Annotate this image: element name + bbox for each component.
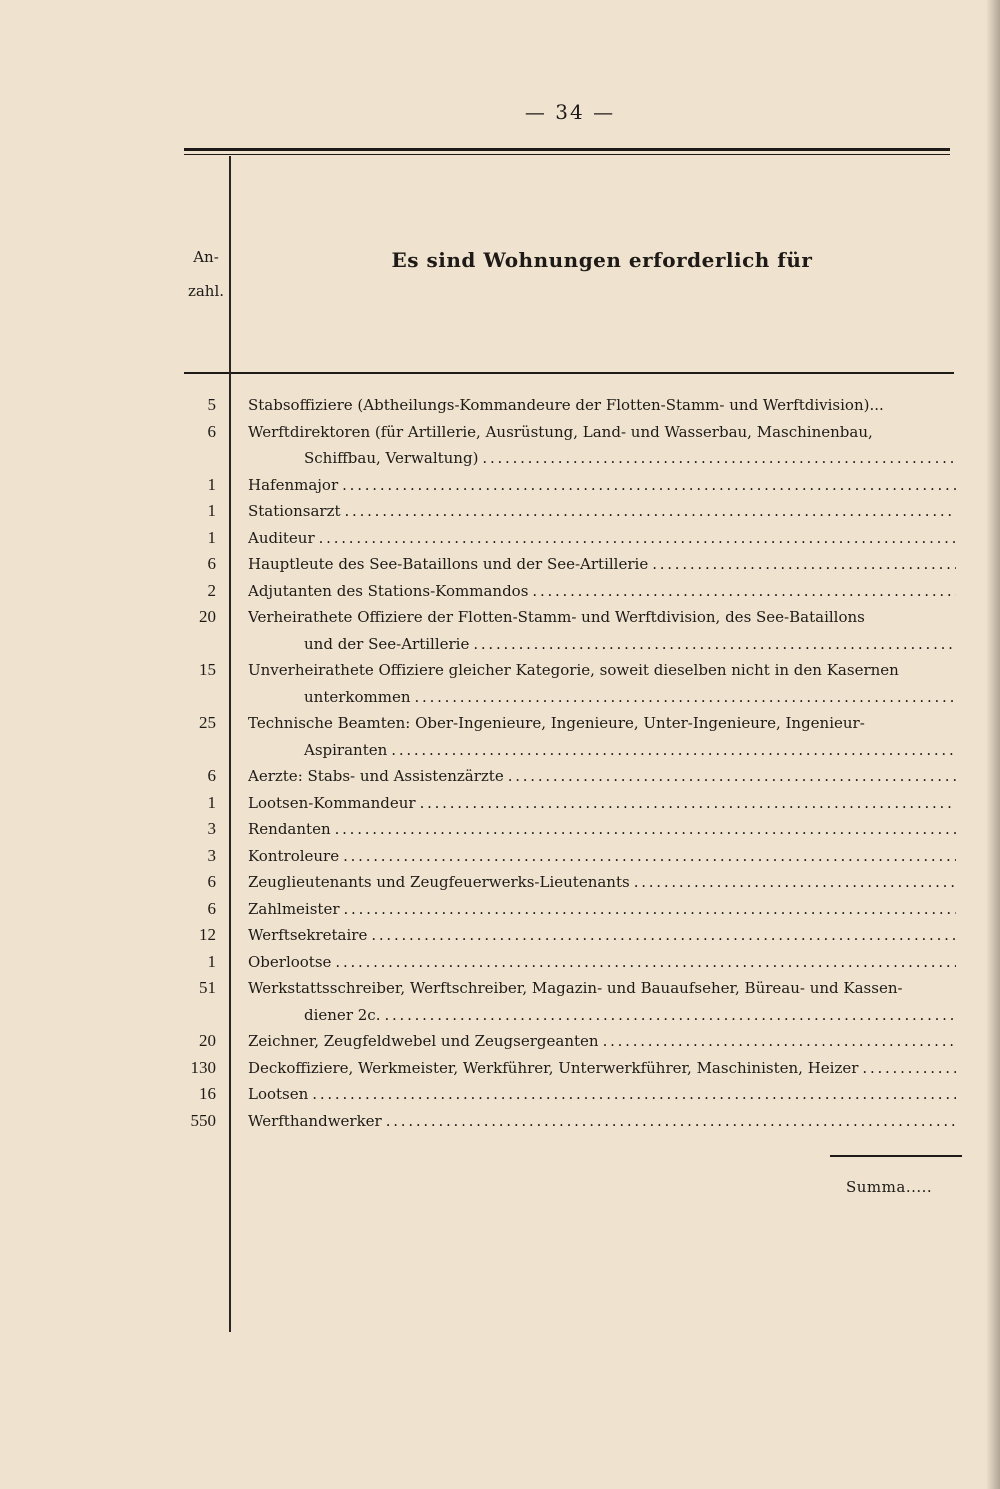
row-text-line [248, 1028, 956, 1055]
row-text-line [248, 1055, 956, 1082]
row-count: 6 [207, 421, 216, 441]
row-text: Technische Beamten: Ober-Ingenieure, Ingenieure, Unter-Ingenieure, Ingenieur- [248, 714, 865, 732]
row-text: Hafenmajor [248, 475, 339, 494]
header-rule [184, 372, 954, 374]
table-row [0, 1028, 1000, 1055]
row-count: 16 [199, 1084, 216, 1103]
row-text: Lootsen-Kommandeur [248, 793, 416, 812]
row-text-line [248, 763, 956, 790]
row-text-line [248, 737, 956, 764]
leader-dots [469, 631, 956, 658]
leader-dots [648, 551, 956, 578]
row-description [248, 816, 956, 843]
row-description [248, 1028, 956, 1055]
leader-dots [630, 869, 956, 896]
row-text-line [248, 551, 956, 578]
table-row [0, 472, 1000, 499]
row-text-line [248, 445, 956, 472]
row-text-line [248, 1108, 956, 1135]
row-description [248, 472, 956, 499]
table-row [0, 843, 1000, 870]
row-text-line [248, 525, 956, 552]
leader-dots [367, 922, 956, 949]
count-column-header [184, 240, 228, 308]
row-text-line [248, 1081, 956, 1108]
table-row [0, 869, 1000, 896]
row-description [248, 525, 956, 552]
table-row [0, 922, 1000, 949]
table-row [0, 392, 1000, 419]
table-row [0, 1108, 1000, 1135]
table-row [0, 525, 1000, 552]
top-rule-thin [184, 154, 950, 155]
row-description [248, 578, 956, 605]
row-text: Werftsekretaire [248, 926, 368, 944]
row-text-line [248, 896, 956, 923]
row-count: 130 [190, 1057, 216, 1077]
row-description [248, 896, 956, 923]
row-count: 1 [207, 951, 216, 971]
row-count: 2 [207, 580, 216, 600]
table-heading: Es sind Wohnungen erforderlich für [391, 248, 813, 272]
row-text: Zeuglieutenants und Zeugfeuerwerks-Lieutenants [248, 873, 630, 891]
row-text: Verheirathete Offiziere der Flotten-Stamm- und Werftdivision, des See-Bataillons [248, 608, 865, 626]
row-count: 1 [207, 501, 216, 520]
table-row [0, 578, 1000, 605]
row-count: 1 [207, 527, 216, 547]
row-text: Auditeur [248, 528, 315, 547]
count-header-line1: An- [193, 248, 219, 266]
count-header-line2: zahl. [187, 282, 225, 300]
row-text-line [248, 975, 956, 1002]
row-description [248, 710, 956, 763]
row-description [248, 392, 956, 419]
row-text: Aerzte: Stabs- und Assistenzärzte [248, 767, 504, 785]
row-description [248, 1108, 956, 1135]
leader-dots [339, 843, 956, 870]
table-row [0, 551, 1000, 578]
summa-label: Summa..... [846, 1178, 933, 1196]
row-description [248, 763, 956, 790]
table-row [0, 975, 1000, 1028]
row-count: 6 [207, 766, 216, 785]
row-count: 3 [207, 845, 216, 865]
row-description [248, 604, 956, 657]
leader-dots [382, 1108, 956, 1135]
row-text-line [248, 922, 956, 949]
row-text-line [248, 631, 956, 658]
page-number: — 34 — [524, 100, 616, 124]
row-description [248, 790, 956, 817]
leader-dots [331, 949, 956, 976]
row-description [248, 949, 956, 976]
row-count: 1 [207, 474, 216, 494]
row-description [248, 869, 956, 896]
row-count: 550 [190, 1110, 216, 1130]
row-count: 20 [199, 607, 216, 626]
row-text: Stationsarzt [248, 502, 341, 520]
row-description [248, 551, 956, 578]
row-text-line [248, 472, 956, 499]
leader-dots [478, 445, 956, 472]
table-row [0, 604, 1000, 657]
row-text-line [248, 816, 956, 843]
leader-dots [411, 684, 956, 711]
leader-dots [380, 1002, 956, 1029]
row-text: diener 2c. [304, 1005, 381, 1024]
row-text: Aspiranten [304, 740, 388, 759]
table-row [0, 816, 1000, 843]
row-count: 12 [199, 925, 216, 944]
row-count: 5 [207, 395, 216, 414]
row-description [248, 1055, 956, 1082]
row-description [248, 922, 956, 949]
table-row [0, 419, 1000, 472]
row-text-line [248, 657, 956, 684]
row-text: Zahlmeister [248, 899, 340, 918]
leader-dots [308, 1081, 956, 1108]
leader-dots [387, 737, 956, 764]
row-text: Werftdirektoren (für Artillerie, Ausrüstung, Land- und Wasserbau, Maschinenbau, [248, 422, 873, 441]
table-row [0, 657, 1000, 710]
row-text-line [248, 392, 956, 419]
row-count: 51 [199, 978, 216, 997]
row-text: Unverheirathete Offiziere gleicher Kategorie, soweit dieselben nicht in den Kasernen [248, 661, 899, 679]
leader-dots [341, 498, 956, 525]
row-text: Hauptleute des See-Bataillons und der See-Artillerie [248, 555, 649, 573]
table-row [0, 763, 1000, 790]
leader-dots [340, 896, 957, 923]
row-text: und der See-Artillerie [304, 634, 470, 653]
row-text-line [248, 419, 956, 446]
row-text: Oberlootse [248, 952, 332, 971]
row-text: Werkstattsschreiber, Werftschreiber, Magazin- und Bauaufseher, Büreau- und Kassen- [248, 979, 903, 997]
row-text-line [248, 710, 956, 737]
row-text: Adjutanten des Stations-Kommandos [248, 581, 529, 600]
row-text: Zeichner, Zeugfeldwebel und Zeugsergeanten [248, 1032, 599, 1050]
row-count: 3 [207, 819, 216, 838]
row-text-line [248, 578, 956, 605]
table-row [0, 1055, 1000, 1082]
row-description [248, 1081, 956, 1108]
row-text: Stabsoffiziere (Abtheilungs-Kommandeure der Flotten-Stamm- und Werftdivision)... [248, 396, 884, 414]
leader-dots [599, 1028, 956, 1055]
leader-dots [338, 472, 956, 499]
leader-dots [858, 1055, 956, 1082]
row-count: 15 [199, 660, 216, 679]
table-row [0, 1081, 1000, 1108]
leader-dots [315, 525, 956, 552]
row-text: Deckoffiziere, Werkmeister, Werkführer, Unterwerkführer, Maschinisten, Heizer [248, 1058, 859, 1077]
row-description [248, 843, 956, 870]
row-count: 6 [207, 554, 216, 573]
summa-rule [830, 1155, 962, 1157]
row-text-line [248, 790, 956, 817]
leader-dots [416, 790, 956, 817]
row-description [248, 657, 956, 710]
row-text-line [248, 843, 956, 870]
row-text: Lootsen [248, 1085, 309, 1103]
table-body [0, 392, 1000, 1134]
leader-dots [331, 816, 956, 843]
table-row [0, 710, 1000, 763]
row-text-line [248, 1002, 956, 1029]
row-description [248, 975, 956, 1028]
row-text: Schiffbau, Verwaltung) [304, 449, 479, 467]
row-text: Werfthandwerker [248, 1111, 382, 1130]
row-description [248, 419, 956, 472]
row-text-line [248, 949, 956, 976]
row-count: 6 [207, 898, 216, 918]
row-text: Rendanten [248, 820, 331, 838]
row-text-line [248, 684, 956, 711]
row-text: unterkommen [304, 687, 411, 706]
row-text: Kontroleure [248, 846, 340, 865]
row-count: 25 [199, 713, 216, 732]
row-count: 6 [207, 872, 216, 891]
table-row [0, 498, 1000, 525]
leader-dots [504, 763, 956, 790]
row-description [248, 498, 956, 525]
row-text-line [248, 869, 956, 896]
row-text-line [248, 604, 956, 631]
table-row [0, 896, 1000, 923]
row-text-line [248, 498, 956, 525]
table-row [0, 949, 1000, 976]
top-rule-thick [184, 148, 950, 151]
row-count: 20 [199, 1031, 216, 1050]
leader-dots [528, 578, 956, 605]
table-row [0, 790, 1000, 817]
row-count: 1 [207, 792, 216, 812]
